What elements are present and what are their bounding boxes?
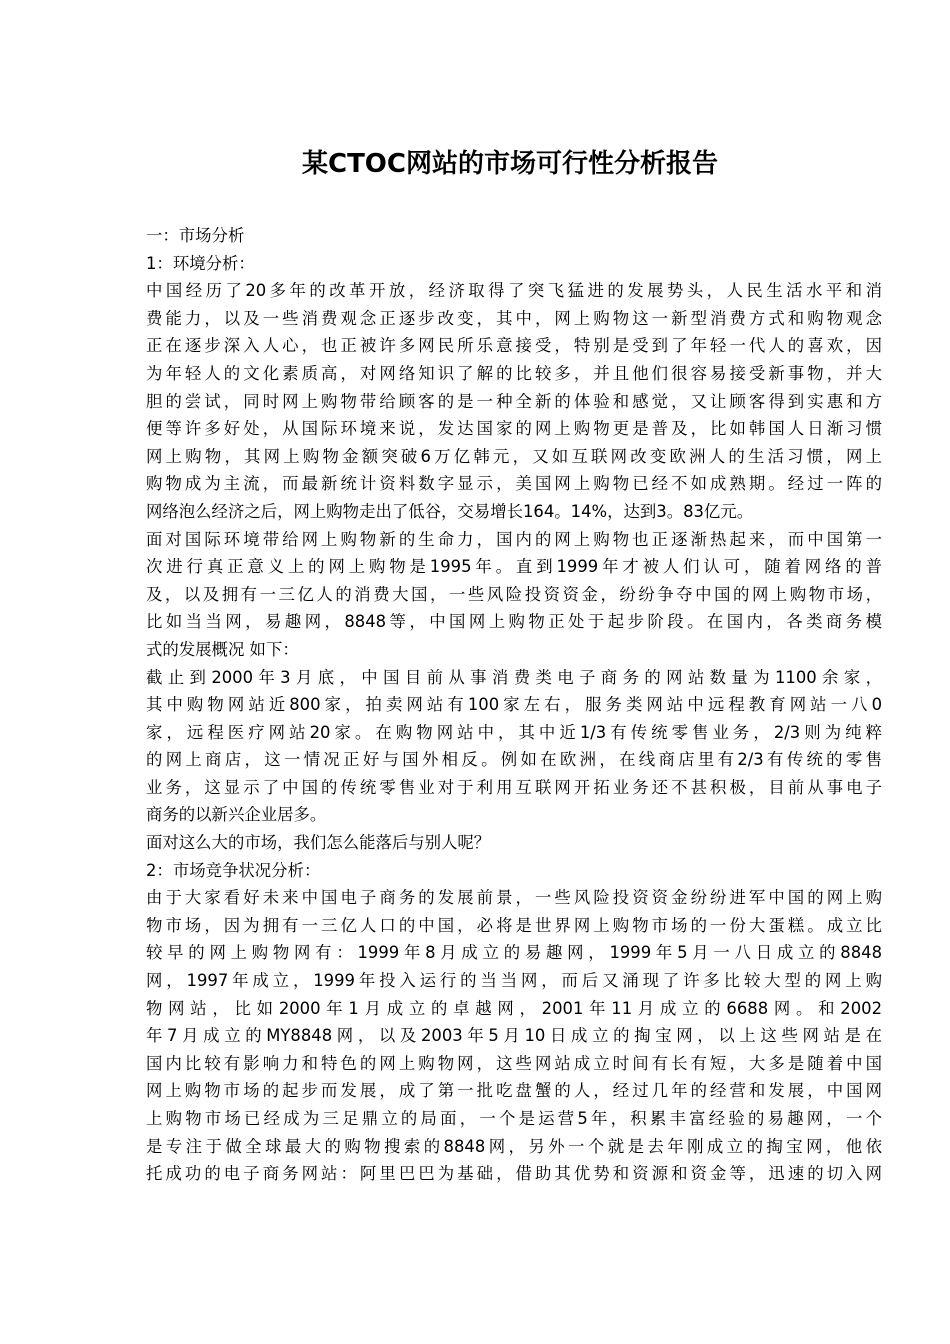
text-line: 网络泡么经济之后，网上购物走出了低谷，交易增长164。14%，达到3。83亿元。	[146, 501, 754, 521]
document-title: 某CTOC网站的市场可行性分析报告	[301, 149, 718, 179]
text-line: 面对这么大的市场，我们怎么能落后与别人呢？	[146, 833, 491, 853]
text-line: 中国经历了20多年的改革开放，经济取得了突飞猛进的发展势头，人民生活水平和消	[146, 281, 882, 301]
text-line: 比如当当网，易趣网，8848等，中国网上购物正处于起步阶段。在国内，各类商务模	[146, 612, 882, 632]
text-line: 式的发展概况 如下：	[146, 639, 299, 659]
text-line: 的网上商店，这一情况正好与国外相反。例如在欧洲，在线商店里有2/3有传统的零售	[146, 750, 882, 770]
text-line: 网，1997年成立，1999年投入运行的当当网，而后又涌现了许多比较大型的网上购	[146, 971, 882, 991]
text-line: 较早的网上购物网有：1999年8月成立的易趣网，1999年5月一八日成立的8848	[146, 943, 882, 963]
text-line: 一：市场分析	[146, 226, 245, 245]
text-line: 上购物市场已经成为三足鼎立的局面，一个是运营5年，积累丰富经验的易趣网，一个	[146, 1109, 882, 1128]
text-line: 胆的尝试，同时网上购物带给顾客的是一种全新的体验和感觉，又让顾客得到实惠和方	[146, 391, 882, 411]
text-line: 商务的以新兴企业居多。	[146, 805, 327, 825]
text-line: 便等许多好处，从国际环境来说，发达国家的网上购物更是普及，比如韩国人日渐习惯	[146, 419, 882, 439]
text-line: 正在逐步深入人心，也正被许多网民所乐意接受，特别是受到了年轻一代人的喜欢，因	[146, 336, 882, 356]
text-line: 年7月成立的MY8848网，以及2003年5月10日成立的掏宝网，以上这些网站是在	[146, 1026, 882, 1046]
text-line: 网上购物，其网上购物金额突破6万亿韩元，又如互联网改变欧洲人的生活习惯，网上	[146, 446, 882, 466]
text-line: 是专注于做全球最大的购物搜索的8848网，另外一个就是去年刚成立的掏宝网，他依	[146, 1136, 882, 1156]
text-line: 次进行真正意义上的网上购物是1995年。直到1999年才被人们认可，随着网络的普	[146, 557, 882, 577]
text-line: 1：环境分析：	[146, 253, 255, 273]
text-line: 购物成为主流，而最新统计资料数字显示，美国网上购物已经不如成熟期。经过一阵的	[146, 474, 882, 494]
text-line: 物市场，因为拥有一三亿人口的中国，必将是世界网上购物市场的一份大蛋糕。成立比	[146, 915, 882, 935]
text-line: 其中购物网站近800家，拍卖网站有100家左右，服务类网站中远程教育网站一八0	[146, 695, 882, 715]
text-line: 为年轻人的文化素质高，对网络知识了解的比较多，并且他们很容易接受新事物，并大	[146, 363, 882, 383]
text-line: 业务，这显示了中国的传统零售业对于利用互联网开拓业务还不甚积极，目前从事电子	[146, 777, 882, 797]
text-line: 截止到2000年3月底，中国目前从事消费类电子商务的网站数量为1100余家，	[146, 667, 882, 687]
text-line: 物网站，比如2000年1月成立的卓越网，2001年11月成立的6688网。和2002	[146, 998, 882, 1018]
text-line: 托成功的电子商务网站：阿里巴巴为基础，借助其优势和资源和资金等，迅速的切入网	[146, 1164, 882, 1184]
text-line: 费能力，以及一些消费观念正逐步改变，其中，网上购物这一新型消费方式和购物观念	[146, 308, 882, 328]
text-line: 国内比较有影响力和特色的网上购物网，这些网站成立时间有长有短，大多是随着中国	[146, 1053, 882, 1073]
text-line: 2：市场竞争状况分析：	[146, 860, 321, 880]
text-line: 面对国际环境带给网上购物新的生命力，国内的网上购物也正逐渐热起来，而中国第一	[146, 529, 882, 549]
text-line: 家，远程医疗网站20家。在购物网站中，其中近1/3有传统零售业务，2/3则为纯粹	[146, 722, 882, 742]
document-body	[146, 222, 882, 1188]
text-line: 由于大家看好未来中国电子商务的发展前景，一些风险投资资金纷纷进军中国的网上购	[146, 888, 882, 908]
text-line: 及，以及拥有一三亿人的消费大国，一些风险投资资金，纷纷争夺中国的网上购物市场，	[146, 584, 882, 604]
text-line: 网上购物市场的起步而发展，成了第一批吃盘蟹的人，经过几年的经营和发展，中国网	[146, 1081, 882, 1101]
